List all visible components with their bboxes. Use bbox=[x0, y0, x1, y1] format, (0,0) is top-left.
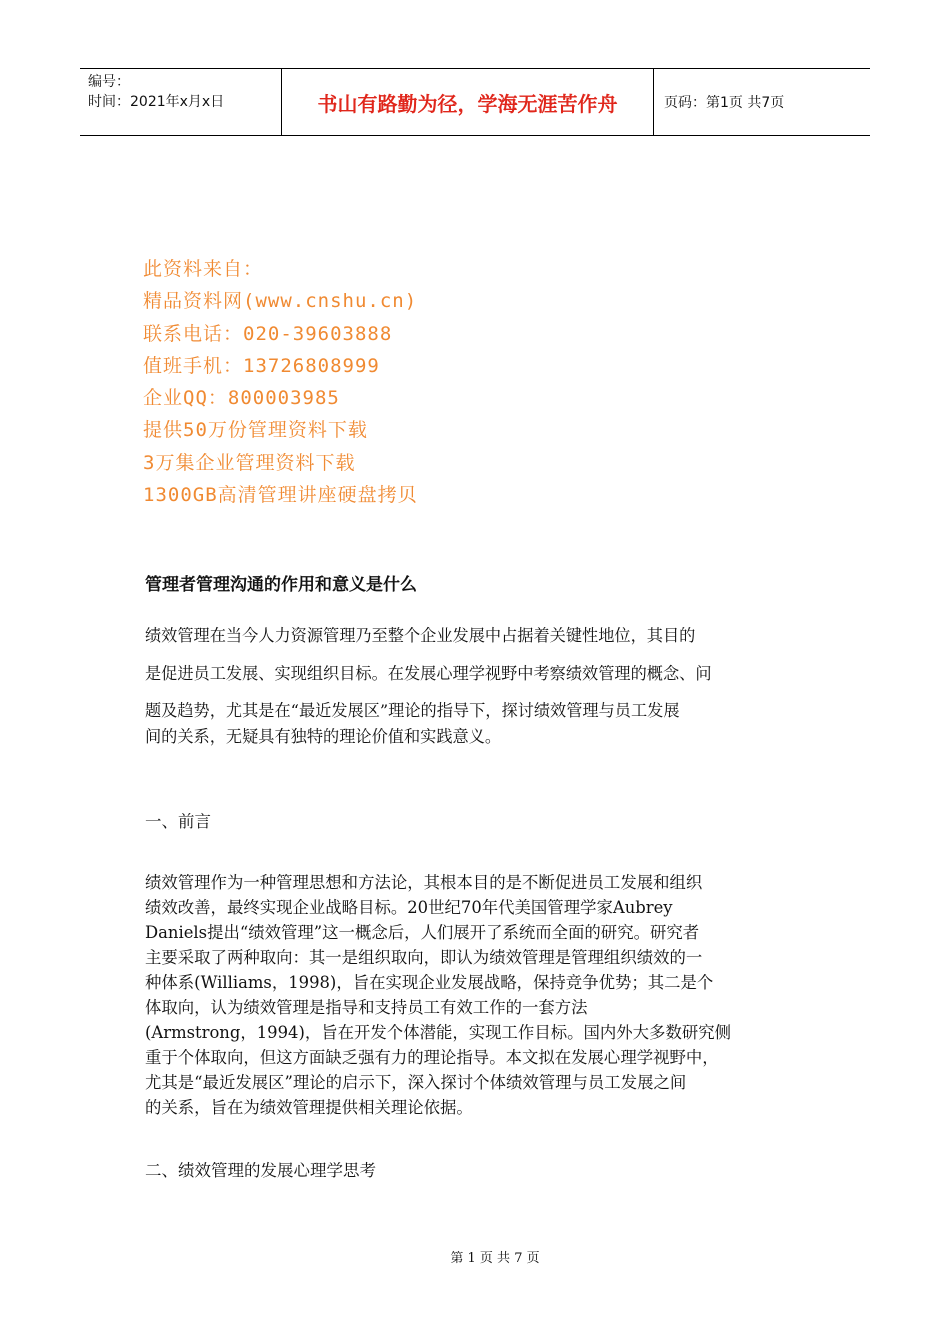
source-info-block bbox=[143, 253, 418, 511]
paragraph-line: 种体系(Williams，1998)，旨在实现企业发展战略，保持竞争优势；其二是个 bbox=[145, 973, 714, 992]
paragraph-line: 绩效管理在当今人力资源管理乃至整个企业发展中占据着关键性地位，其目的 bbox=[145, 626, 696, 645]
paragraph-line: 间的关系，无疑具有独特的理论价值和实践意义。 bbox=[145, 727, 502, 746]
source-line: 精品资料网(www.cnshu.cn) bbox=[143, 290, 418, 313]
article-title: 管理者管理沟通的作用和意义是什么 bbox=[145, 575, 417, 595]
header-left-cell bbox=[80, 69, 282, 135]
source-line: 3万集企业管理资料下载 bbox=[143, 451, 356, 474]
paragraph-line: 题及趋势，尤其是在“最近发展区”理论的指导下，探讨绩效管理与员工发展 bbox=[145, 701, 680, 720]
paragraph-line: 体取向，认为绩效管理是指导和支持员工有效工作的一套方法 bbox=[145, 998, 588, 1017]
paragraph-line: 尤其是“最近发展区”理论的启示下，深入探讨个体绩效管理与员工发展之间 bbox=[145, 1073, 687, 1092]
paragraph-line: 重于个体取向，但这方面缺乏强有力的理论指导。本文拟在发展心理学视野中， bbox=[145, 1048, 719, 1067]
document-number-label: 编号： bbox=[88, 74, 130, 90]
paragraph-line: 是促进员工发展、实现组织目标。在发展心理学视野中考察绩效管理的概念、问 bbox=[145, 663, 712, 683]
source-line: 企业QQ：800003985 bbox=[143, 387, 340, 410]
paragraph-line: 主要采取了两种取向：其一是组织取向，即认为绩效管理是管理组织绩效的一 bbox=[145, 948, 703, 967]
source-line: 提供50万份管理资料下载 bbox=[143, 419, 368, 442]
section-heading-1: 一、前言 bbox=[145, 812, 211, 831]
intro-paragraph bbox=[145, 617, 805, 750]
paragraph-line: 绩效改善，最终实现企业战略目标。20世纪70年代美国管理学家Aubrey bbox=[145, 898, 673, 917]
paragraph-line: 绩效管理作为一种管理思想和方法论，其根本目的是不断促进员工发展和组织 bbox=[145, 873, 703, 892]
header-page-code: 页码：第1页 共7页 bbox=[664, 95, 785, 111]
paragraph-line: (Armstrong，1994)，旨在开发个体潜能，实现工作目标。国内外大多数研究侧 bbox=[145, 1023, 732, 1042]
paragraph-line: Daniels提出“绩效管理”这一概念后，人们展开了系统而全面的研究。研究者 bbox=[145, 923, 700, 942]
section1-paragraph bbox=[145, 870, 810, 1120]
page-footer: 第 1 页 共 7 页 bbox=[450, 1251, 540, 1266]
source-line: 值班手机：13726808999 bbox=[143, 354, 380, 377]
source-line: 1300GB高清管理讲座硬盘拷贝 bbox=[143, 484, 418, 507]
document-time-label: 时间：2021年x月x日 bbox=[88, 94, 225, 110]
document-header bbox=[80, 68, 870, 136]
source-line: 联系电话：020-39603888 bbox=[143, 322, 393, 345]
section-heading-2: 二、绩效管理的发展心理学思考 bbox=[145, 1161, 376, 1180]
header-motto: 书山有路勤为径，学海无涯苦作舟 bbox=[282, 69, 654, 135]
paragraph-line: 的关系，旨在为绩效管理提供相关理论依据。 bbox=[145, 1098, 473, 1117]
source-line: 此资料来自： bbox=[143, 258, 264, 280]
